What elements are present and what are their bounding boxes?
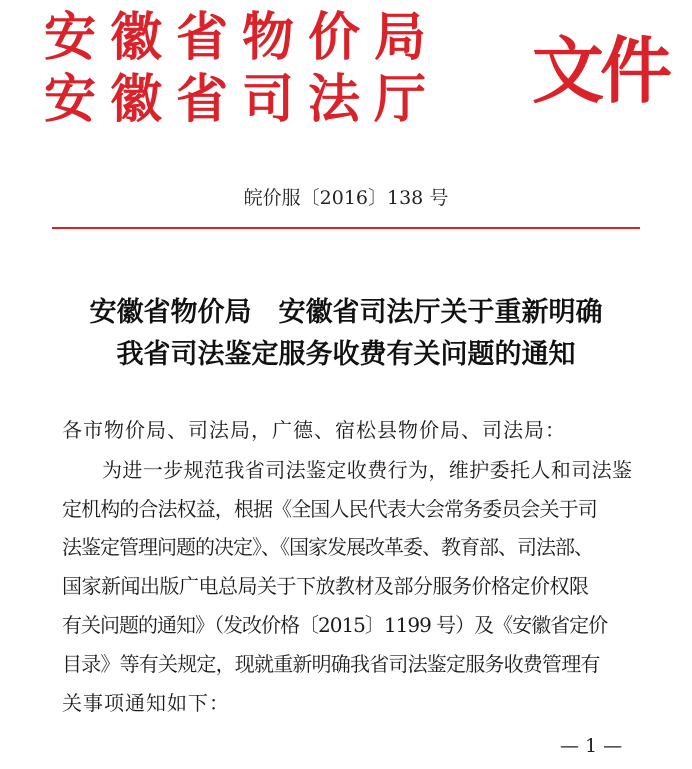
- document-number: 皖价服〔2016〕138 号: [243, 187, 449, 209]
- red-divider: [52, 227, 640, 229]
- issuing-agency-2: 安徽省司法厅: [44, 69, 441, 130]
- document-header: [0, 0, 692, 140]
- body-line: 定机构的合法权益，根据《全国人民代表大会常务委员会关于司: [62, 497, 597, 521]
- body-line: 目录》等有关规定，现就重新明确我省司法鉴定服务收费管理有: [62, 652, 600, 676]
- addressee: 各市物价局、司法局，广德、宿松县物价局、司法局：: [62, 418, 566, 442]
- document-title-line-2: 我省司法鉴定服务收费有关问题的通知: [116, 339, 576, 370]
- document-label: 文件: [532, 28, 669, 113]
- body-line: 法鉴定管理问题的决定》、《国家发展改革委、教育部、司法部、: [62, 535, 593, 559]
- body-line: 关事项通知如下：: [62, 691, 230, 715]
- body-line: 有关问题的通知》（发改价格〔2015〕1199 号）及《安徽省定价: [62, 613, 608, 637]
- body-line: 为进一步规范我省司法鉴定收费行为，维护委托人和司法鉴: [102, 458, 633, 482]
- page-number: — 1 —: [560, 735, 623, 757]
- body-line: 国家新闻出版广电总局关于下放教材及部分服务价格定价权限: [62, 574, 589, 598]
- document-title-line-1: 安徽省物价局 安徽省司法厅关于重新明确: [89, 297, 603, 328]
- issuing-agency-1: 安徽省物价局: [44, 7, 441, 68]
